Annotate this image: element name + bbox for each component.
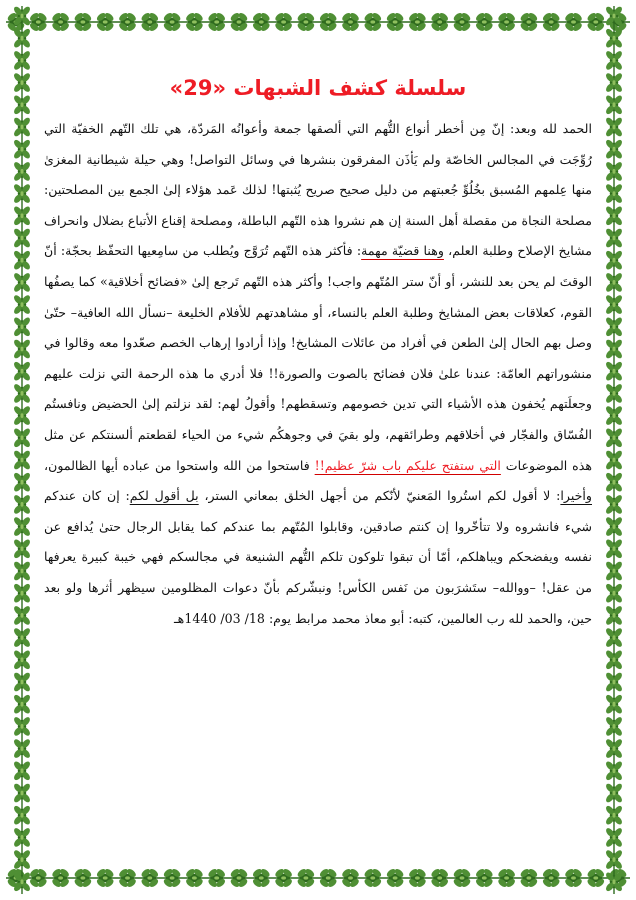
vine-leaf xyxy=(237,876,242,879)
vine-leaf xyxy=(20,391,23,396)
vine-leaf xyxy=(20,14,23,19)
vine-leaf xyxy=(612,125,615,130)
vine-leaf xyxy=(527,20,532,23)
vine-leaf xyxy=(81,20,86,23)
vine-leaf xyxy=(20,36,23,41)
vine-leaf xyxy=(549,20,554,23)
vine-leaf xyxy=(612,302,615,307)
vine-leaf xyxy=(612,879,615,884)
vine-leaf xyxy=(612,58,615,63)
vine-leaf xyxy=(612,613,615,618)
vine-leaf xyxy=(20,591,23,596)
vine-leaf xyxy=(147,876,152,879)
vine-leaf xyxy=(612,324,615,329)
vine-leaf xyxy=(612,502,615,507)
vine-leaf xyxy=(20,347,23,352)
vine-leaf xyxy=(20,613,23,618)
vine-leaf xyxy=(103,876,108,879)
vine-leaf xyxy=(20,191,23,196)
vine-leaf xyxy=(612,657,615,662)
vine-leaf xyxy=(612,169,615,174)
vine-leaf xyxy=(393,876,398,879)
ornamental-vine-border-bottom xyxy=(6,862,630,894)
vine-leaf xyxy=(20,702,23,707)
vine-leaf xyxy=(259,876,264,879)
series-title: سلسلة كشف الشبهات «29» xyxy=(169,76,467,100)
vine-leaf xyxy=(58,876,63,879)
vine-leaf xyxy=(281,876,286,879)
vine-leaf xyxy=(612,236,615,241)
vine-leaf xyxy=(20,480,23,485)
warning-highlight: التي ستفتح عليكم باب شرّ عظيم!! xyxy=(314,457,501,473)
vine-leaf xyxy=(20,102,23,107)
vine-leaf xyxy=(103,20,108,23)
vine-leaf xyxy=(20,280,23,285)
vine-leaf xyxy=(20,302,23,307)
vine-border-right-svg xyxy=(598,6,630,894)
vine-leaf xyxy=(612,347,615,352)
vine-leaf xyxy=(214,20,219,23)
vine-leaf xyxy=(415,876,420,879)
vine-leaf xyxy=(20,724,23,729)
vine-leaf xyxy=(20,258,23,263)
vine-leaf xyxy=(612,391,615,396)
vine-leaf xyxy=(612,458,615,463)
vine-leaf xyxy=(370,20,375,23)
vine-leaf xyxy=(504,20,509,23)
vine-leaf xyxy=(612,413,615,418)
vine-leaf xyxy=(125,20,130,23)
vine-leaf xyxy=(170,20,175,23)
vine-leaf xyxy=(460,20,465,23)
vine-leaf xyxy=(58,20,63,23)
vine-leaf xyxy=(20,680,23,685)
body-segment: الحمد لله وبعد: إنّ مِن أخطر أنواع التُّهم التي ألصقها جمعة وأعوانُه المَردّة، هي تلك التّهم الخفيّة التي رُوِّجَت في المجالس الخاصّة ولم يَأذَن المفرقون بنشرها في وسائل التواصل! وهي حيلة شيطانية المغزىٰ منها عِلمهم المُسبق بخُلُوِّ جُعبتهم من دليل صحيح صريح يُثبتها! لذلك عَمد هؤلاء إلىٰ الجمع بين المصلحتين: مصلحة النجاة من مقصلة أهل السنة إن هم نشروا هذه التّهم الباطلة، ومصلحة إقناع الأتباع بضلال وانحراف مشايخ الإصلاح وطلبة العلم، xyxy=(44,121,593,259)
vine-leaf xyxy=(482,20,487,23)
vine-leaf xyxy=(20,369,23,374)
vine-leaf xyxy=(125,876,130,879)
vine-leaf xyxy=(612,147,615,152)
body-segment: فاستحوا من الله واستحوا من عباده أيها الظالمون، xyxy=(44,457,315,473)
vine-leaf xyxy=(612,724,615,729)
vine-leaf xyxy=(170,876,175,879)
vine-border-top-svg xyxy=(6,6,630,38)
vine-leaf xyxy=(20,435,23,440)
vine-leaf xyxy=(482,876,487,879)
vine-leaf xyxy=(504,876,509,879)
vine-leaf xyxy=(20,213,23,218)
ornamental-vine-border-left xyxy=(6,6,38,894)
vine-leaf xyxy=(20,879,23,884)
vine-leaf xyxy=(612,702,615,707)
vine-leaf xyxy=(437,876,442,879)
vine-leaf xyxy=(20,569,23,574)
vine-leaf xyxy=(370,876,375,879)
vine-leaf xyxy=(612,835,615,840)
vine-border-bottom-svg xyxy=(6,862,630,894)
vine-leaf xyxy=(612,213,615,218)
vine-leaf xyxy=(612,369,615,374)
vine-leaf xyxy=(348,20,353,23)
vine-leaf xyxy=(192,20,197,23)
vine-leaf xyxy=(20,125,23,130)
vine-leaf xyxy=(259,20,264,23)
vine-leaf xyxy=(237,20,242,23)
vine-leaf xyxy=(20,546,23,551)
vine-leaf xyxy=(571,876,576,879)
article-content xyxy=(44,70,592,850)
vine-leaf xyxy=(612,36,615,41)
vine-leaf xyxy=(612,480,615,485)
vine-leaf xyxy=(20,635,23,640)
vine-leaf xyxy=(612,746,615,751)
vine-leaf xyxy=(192,876,197,879)
vine-leaf xyxy=(527,876,532,879)
ornamental-vine-border-top xyxy=(6,6,630,38)
vine-leaf xyxy=(612,813,615,818)
vine-leaf xyxy=(612,591,615,596)
vine-leaf xyxy=(612,14,615,19)
vine-leaf xyxy=(20,502,23,507)
vine-leaf xyxy=(612,102,615,107)
vine-leaf xyxy=(20,657,23,662)
vine-leaf xyxy=(147,20,152,23)
vine-leaf xyxy=(612,524,615,529)
rather-i-say-underline: بل أقول لكم xyxy=(129,488,199,504)
vine-leaf xyxy=(20,147,23,152)
vine-leaf xyxy=(20,324,23,329)
vine-leaf xyxy=(81,876,86,879)
vine-leaf xyxy=(20,458,23,463)
vine-leaf xyxy=(612,258,615,263)
vine-border-left-svg xyxy=(6,6,38,894)
vine-leaf xyxy=(304,876,309,879)
vine-leaf xyxy=(415,20,420,23)
vine-leaf xyxy=(612,80,615,85)
vine-leaf xyxy=(304,20,309,23)
vine-leaf xyxy=(20,835,23,840)
vine-leaf xyxy=(20,80,23,85)
vine-leaf xyxy=(326,876,331,879)
vine-leaf xyxy=(20,768,23,773)
vine-leaf xyxy=(612,546,615,551)
vine-leaf xyxy=(612,857,615,862)
article-body xyxy=(44,114,592,634)
body-segment: : لا أقول لكم استُروا المَعنيّ لأنّكم من أجهل الخلق بمعاني الستر، xyxy=(198,488,561,504)
finally-underline: وأخيرا xyxy=(560,488,592,504)
vine-leaf xyxy=(612,191,615,196)
vine-leaf xyxy=(20,413,23,418)
vine-leaf xyxy=(612,791,615,796)
vine-leaf xyxy=(549,876,554,879)
vine-leaf xyxy=(20,58,23,63)
vine-leaf xyxy=(437,20,442,23)
ornamental-vine-border-right xyxy=(598,6,630,894)
vine-leaf xyxy=(612,569,615,574)
vine-leaf xyxy=(612,680,615,685)
vine-leaf xyxy=(612,435,615,440)
vine-leaf xyxy=(612,768,615,773)
vine-leaf xyxy=(348,876,353,879)
vine-leaf xyxy=(326,20,331,23)
vine-leaf xyxy=(20,236,23,241)
body-segment: : إن كان عندكم شيء فانشروه ولا تتأخّروا إن كنتم صادقين، وقابلوا المُتّهم بما عندكم كما يقابل الرجال حتىٰ يُدافع عن نفسه ويفضحكم ويباهلكم، أمّا أن تبقوا تلوكون تلكم التُّهم الشنيعة في مجالسكم فهي خيبة كبيرة يعرفها من عقل! –ووالله– ستَشرَبون من نَفس الكأس! ونبشّركم بأنّ دعوات المظلومين سيظهر أثرها ولو بعد حين، والحمد لله رب العالمين، كتبه: أبو معاذ محمد مرابط يوم: 18/ 03/ 1440هـ xyxy=(44,488,592,626)
vine-leaf xyxy=(281,20,286,23)
vine-leaf xyxy=(20,169,23,174)
vine-leaf xyxy=(460,876,465,879)
important-issue-highlight: وهنا قضيّة مهمة xyxy=(361,243,444,259)
body-segment: : فأكثر هذه التّهم تُرَوَّج ويُطلب من سامِعيها التحفّظ بحجّة: أنّ الوقتَ لم يحن بعد للنشر، أو أنّ ستر المُتّهم واجب! وأكثر هذه التّهم تَرجع إلىٰ «فضائح أخلاقية» كما يصفُها القوم، كعلاقات بعض المشايخ وطلبة العلم بالنساء، أو مشاهدتهم للأفلام الخليعة –نسأل الله العافية– حتّىٰ وصل بهم الحال إلىٰ الطعن في أفراد من عائلات المشايخ! وإذا أرادوا إرهاب الخصم صعّدوا معه وقالوا في منشوراتهم العامّة: عندنا علىٰ فلان فضائح بالصوت والصورة!! فلا أدري ما هذه الرحمة التي نزلت عليهم وجعلَتهم يُخفون هذه الأشياء التي تدين خصومهم وتسقطهم! وأقولُ لهم: لقد نزلتم إلىٰ الحضيض ونافستُم الفُسّاق والفجّار في أخلاقهم وطرائقهم، ولو بقيَ في وجوهكُم شيء من الحياء لقطعتم ألسنتكم عن مثل هذه الموضوعات xyxy=(44,243,592,473)
vine-leaf xyxy=(20,524,23,529)
vine-leaf xyxy=(571,20,576,23)
vine-leaf xyxy=(393,20,398,23)
vine-leaf xyxy=(20,857,23,862)
vine-leaf xyxy=(612,635,615,640)
vine-leaf xyxy=(612,280,615,285)
vine-leaf xyxy=(214,876,219,879)
vine-leaf xyxy=(20,791,23,796)
vine-leaf xyxy=(20,813,23,818)
vine-leaf xyxy=(20,746,23,751)
